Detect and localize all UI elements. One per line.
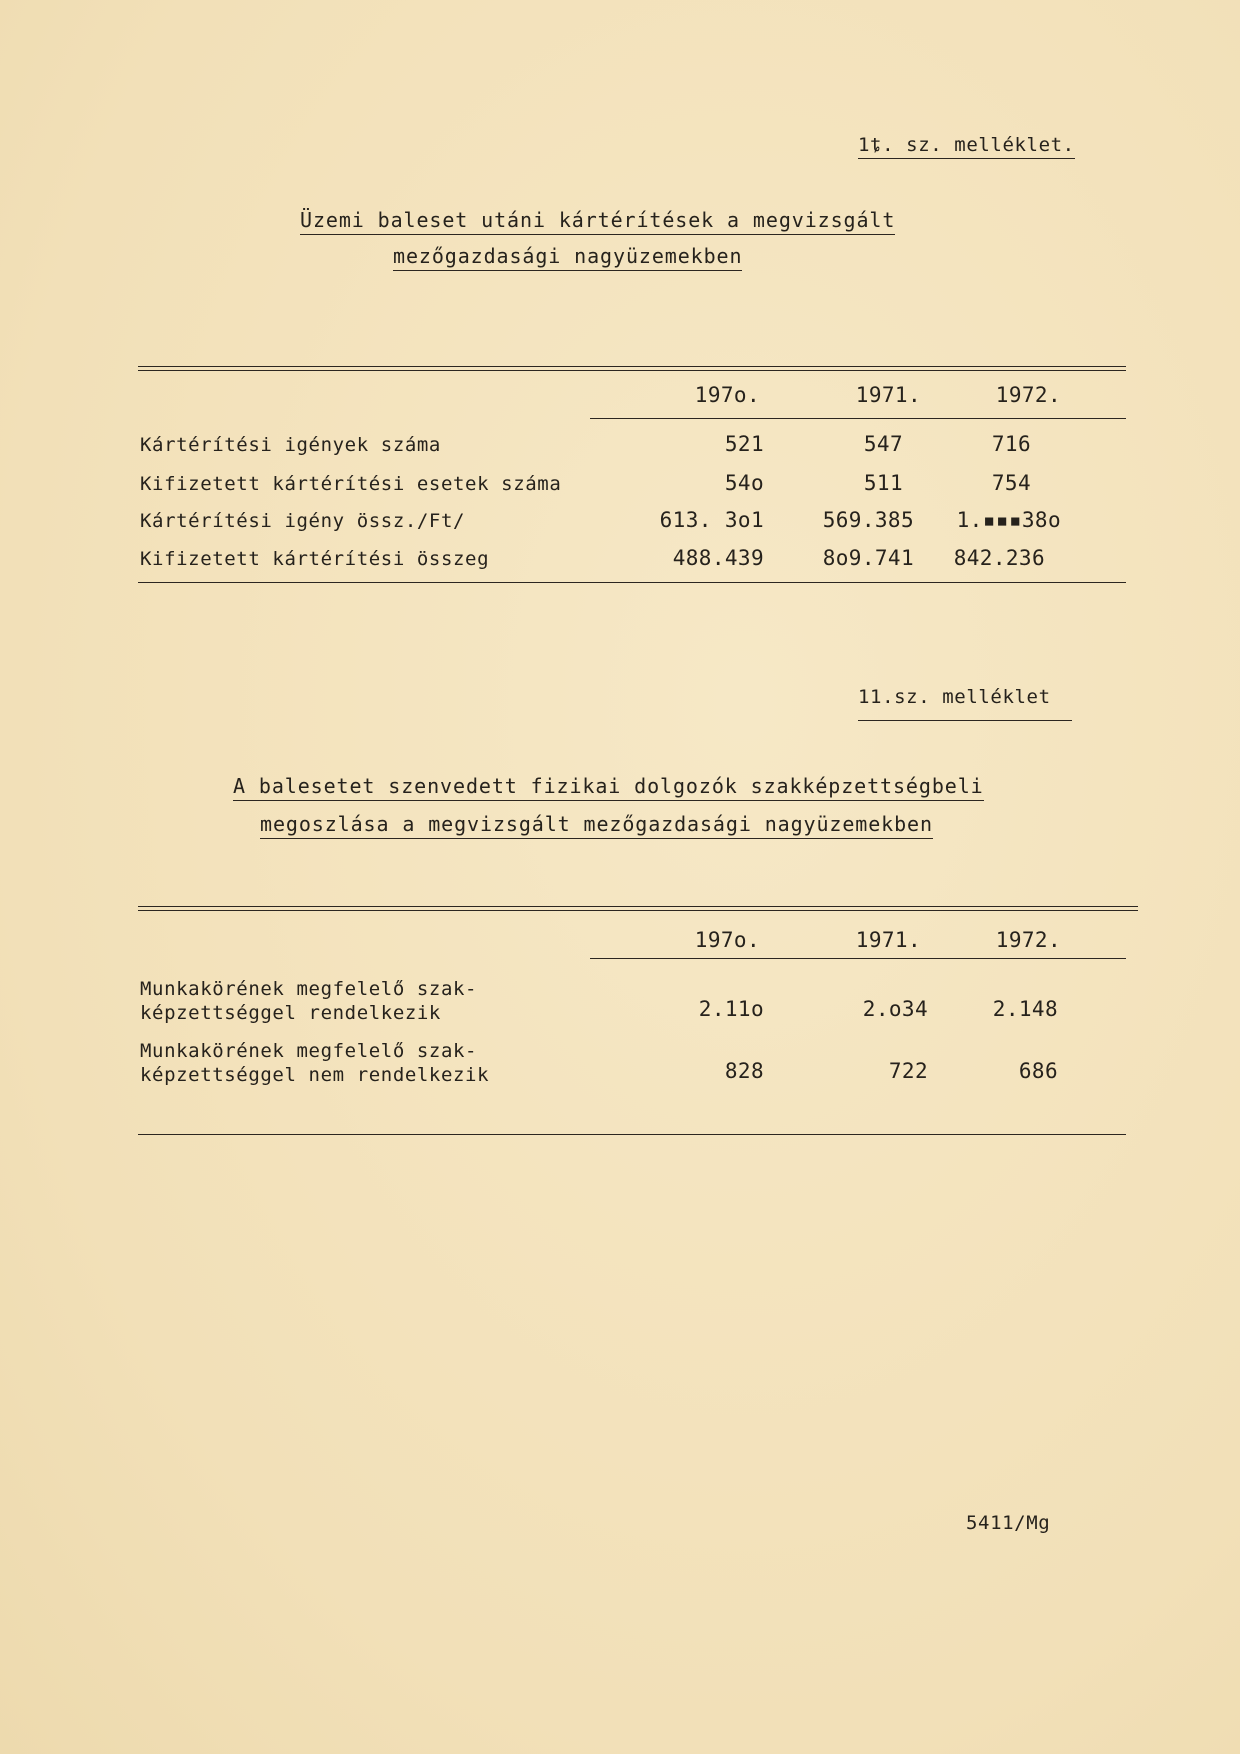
annex1-table-bottom-rule [138, 582, 1126, 583]
annex2-row-label-line1: Munkakörének megfelelő szak- [140, 1040, 478, 1062]
annex2-cell: 2.148 [992, 997, 1058, 1021]
annex2-label: 11.sz. melléklet [858, 686, 1051, 708]
annex2-row-label-line2: képzettséggel rendelkezik [140, 1002, 441, 1024]
annex1-header-rule [590, 418, 1126, 419]
annex2-cell: 828 [724, 1059, 764, 1083]
annex1-row-label: Kifizetett kártérítési összeg [140, 548, 490, 570]
annex1-cell: 716 [991, 432, 1031, 456]
annex1-row-label: Kártérítési igény össz./Ft/ [140, 510, 466, 532]
annex1-cell: 8o9.741 [822, 546, 914, 570]
annex2-year-1971: 1971. [855, 928, 921, 952]
annex2-cell: 2.11o [698, 997, 764, 1021]
annex1-title-line1: Üzemi baleset utáni kártérítések a megvizsgált [300, 208, 895, 235]
annex2-cell: 2.o34 [862, 997, 928, 1021]
annex1-cell: 1.▪▪▪38o [956, 508, 1061, 532]
annex2-header-rule [590, 958, 1126, 959]
annex1-year-1970: 197o. [694, 383, 760, 407]
annex1-cell: 754 [991, 471, 1031, 495]
annex2-label-rule [858, 720, 1072, 721]
annex1-cell: 569.385 [822, 508, 914, 532]
annex2-cell: 722 [888, 1059, 928, 1083]
annex1-year-1972: 1972. [995, 383, 1061, 407]
document-reference: 5411/Mg [966, 1512, 1051, 1534]
annex1-cell: 511 [863, 471, 903, 495]
annex2-cell: 686 [1018, 1059, 1058, 1083]
annex2-year-1970: 197o. [694, 928, 760, 952]
annex2-title-line1: A balesetet szenvedett fizikai dolgozók szakképzettségbeli [233, 774, 984, 801]
annex2-table-top-rule [138, 906, 1138, 911]
annex2-title-line2: megoszlása a megvizsgált mezőgazdasági nagyüzemekben [260, 812, 933, 839]
annex1-cell: 521 [724, 432, 764, 456]
annex1-cell: 488.439 [672, 546, 764, 570]
annex2-year-1972: 1972. [995, 928, 1061, 952]
annex2-row-label-line2: képzettséggel nem rendelkezik [140, 1064, 490, 1086]
annex1-cell: 547 [863, 432, 903, 456]
annex1-row-label: Kifizetett kártérítési esetek száma [140, 473, 562, 495]
annex1-cell: 842.236 [953, 546, 1045, 570]
annex1-row-label: Kártérítési igények száma [140, 434, 441, 456]
annex1-title-line2: mezőgazdasági nagyüzemekben [393, 244, 742, 271]
annex1-cell: 54o [724, 471, 764, 495]
annex1-cell: 613. 3o1 [659, 508, 764, 532]
annex2-row-label-line1: Munkakörének megfelelő szak- [140, 978, 478, 1000]
annex2-table-bottom-rule [138, 1134, 1126, 1135]
annex1-table-top-rule [138, 366, 1126, 371]
annex1-label: 1ȶ. sz. melléklet. [858, 134, 1075, 159]
annex1-year-1971: 1971. [855, 383, 921, 407]
